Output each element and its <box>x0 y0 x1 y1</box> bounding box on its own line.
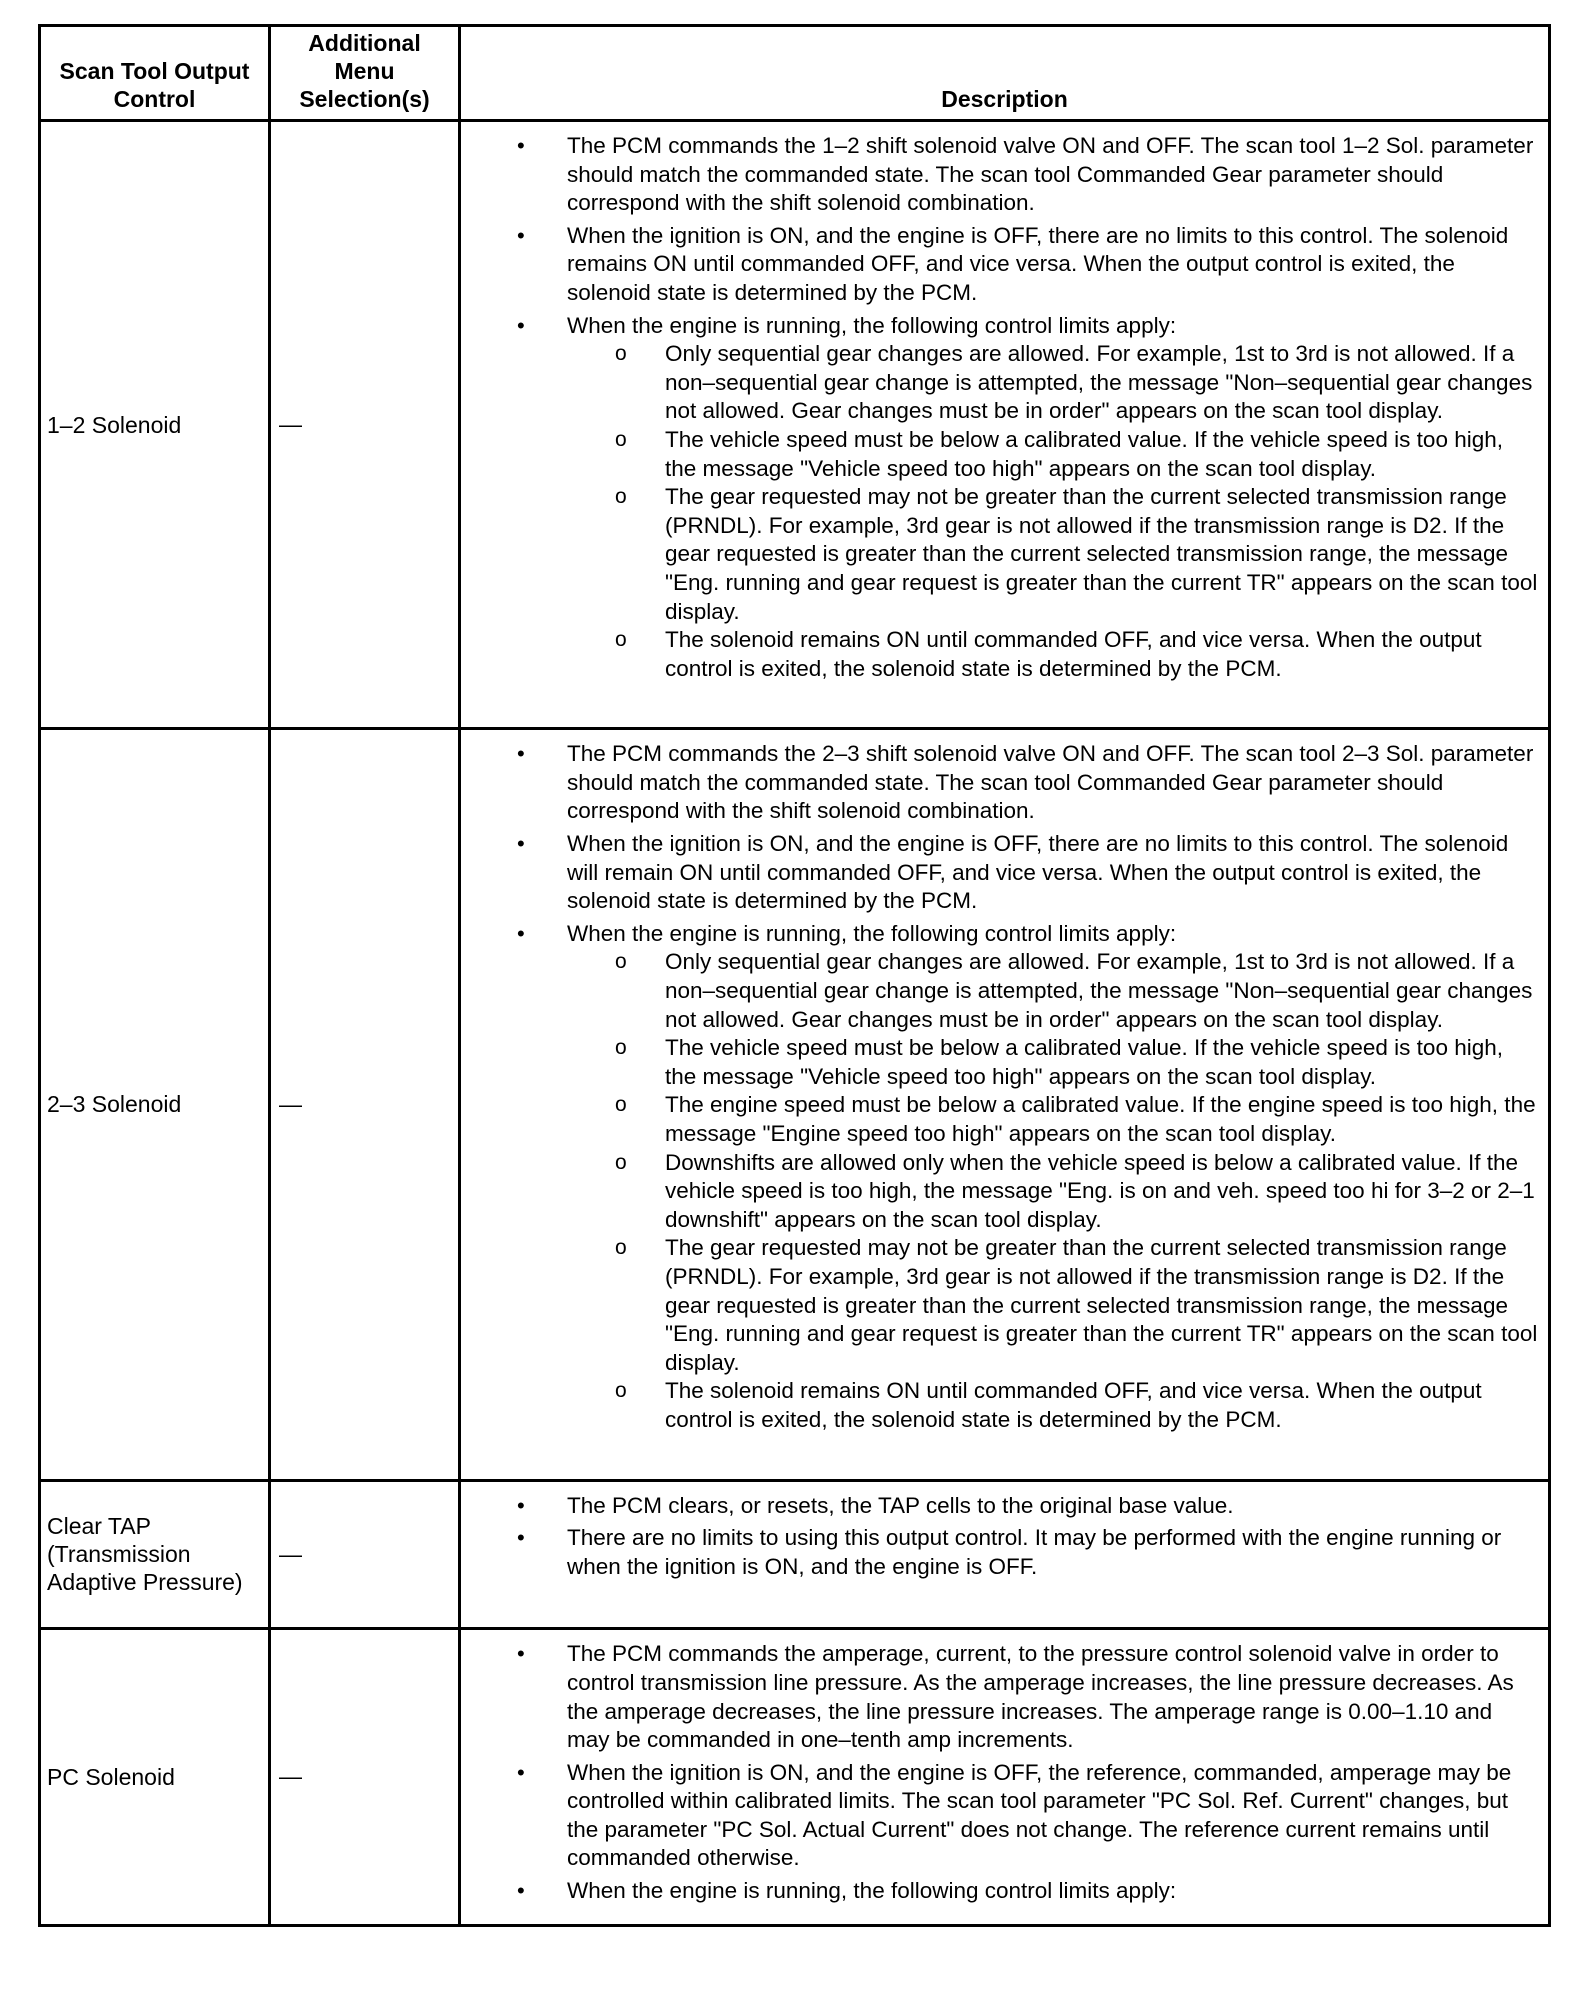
menu-selection: — <box>270 1480 460 1629</box>
list-item-text: When the engine is running, the following control limits apply: <box>567 920 1177 946</box>
list-item <box>469 1640 1540 1754</box>
bullet-icon: • <box>517 1878 525 1904</box>
list-item-text: There are no limits to using this output control. It may be performed with the engine running or when the ignition is ON, and the engine is OFF. <box>567 1525 1502 1579</box>
output-control-name: 2–3 Solenoid <box>40 729 270 1480</box>
sub-list-item <box>567 1149 1540 1235</box>
list-item <box>469 132 1540 218</box>
menu-selection: — <box>270 1629 460 1925</box>
table-header-row <box>40 26 1550 121</box>
sub-list <box>567 340 1540 683</box>
list-item <box>469 1492 1540 1521</box>
bullet-icon: • <box>517 920 525 946</box>
sub-list-item-text: The vehicle speed must be below a calibrated value. If the vehicle speed is too high, the message "Vehicle speed too high" appears on the scan tool display. <box>665 1035 1504 1089</box>
description-cell <box>460 1480 1550 1629</box>
bullet-icon: • <box>517 831 525 857</box>
sub-list-item <box>567 426 1540 483</box>
header-output-control: Scan Tool Output Control <box>40 26 270 121</box>
output-control-name: 1–2 Solenoid <box>40 121 270 729</box>
sub-list-item-text: The vehicle speed must be below a calibrated value. If the vehicle speed is too high, the message "Vehicle speed too high" appears on the scan tool display. <box>665 426 1504 481</box>
list-item <box>469 222 1540 308</box>
bullet-icon: • <box>517 1525 525 1551</box>
bullet-icon: • <box>517 312 525 338</box>
sub-list-item-text: Only sequential gear changes are allowed. For example, 1st to 3rd is not allowed. If a non–sequential gear change is attempted, the message "Non–sequential gear changes not allowed. Gear changes must be in order" appears on the scan tool display. <box>665 949 1533 1032</box>
list-item-text: The PCM commands the 1–2 shift solenoid valve ON and OFF. The scan tool 1–2 Sol. parameter should match the commanded state. The scan tool Commanded Gear parameter should correspond with the shift solenoid combination. <box>567 133 1534 216</box>
list-item-text: When the ignition is ON, and the engine is OFF, there are no limits to this control. The solenoid will remain ON until commanded OFF, and vice versa. When the output control is exited, the solenoid state is determined by the PCM. <box>567 831 1509 914</box>
list-item <box>469 312 1540 684</box>
list-item <box>469 1877 1540 1906</box>
sub-list-item <box>567 1234 1540 1377</box>
table-row <box>40 121 1550 729</box>
circle-bullet-icon: o <box>615 1379 627 1403</box>
list-item <box>469 1524 1540 1581</box>
circle-bullet-icon: o <box>615 1036 627 1060</box>
bullet-icon: • <box>517 1492 525 1518</box>
description-list <box>469 1640 1540 1905</box>
circle-bullet-icon: o <box>615 1236 627 1260</box>
description-cell <box>460 1629 1550 1925</box>
sub-list-item-text: The gear requested may not be greater than the current selected transmission range (PRNDL). For example, 3rd gear is not allowed if the transmission range is D2. If the gear requested is greater than the current selected transmission range, the message "Eng. running and gear request is greater than the current TR" appears on the scan tool display. <box>665 484 1538 624</box>
list-item <box>469 920 1540 1435</box>
sub-list-item <box>567 948 1540 1034</box>
circle-bullet-icon: o <box>615 950 627 974</box>
header-description: Description <box>460 26 1550 121</box>
header-menu-selection: Additional Menu Selection(s) <box>270 26 460 121</box>
list-item-text: The PCM commands the 2–3 shift solenoid valve ON and OFF. The scan tool 2–3 Sol. parameter should match the commanded state. The scan tool Commanded Gear parameter should correspond with the shift solenoid combination. <box>567 741 1534 824</box>
menu-selection: — <box>270 729 460 1480</box>
circle-bullet-icon: o <box>615 1150 627 1174</box>
list-item <box>469 1759 1540 1873</box>
output-control-name: PC Solenoid <box>40 1629 270 1925</box>
description-list <box>469 132 1540 683</box>
bullet-icon: • <box>517 1759 525 1785</box>
sub-list-item-text: The gear requested may not be greater than the current selected transmission range (PRNDL). For example, 3rd gear is not allowed if the transmission range is D2. If the gear requested is greater than the current selected transmission range, the message "Eng. running and gear request is greater than the current TR" appears on the scan tool display. <box>665 1235 1538 1375</box>
table-row <box>40 1480 1550 1629</box>
bullet-icon: • <box>517 741 525 767</box>
circle-bullet-icon: o <box>615 342 627 366</box>
sub-list-item <box>567 483 1540 626</box>
description-cell <box>460 729 1550 1480</box>
circle-bullet-icon: o <box>615 628 627 652</box>
sub-list-item <box>567 626 1540 683</box>
list-item <box>469 830 1540 916</box>
output-control-name: Clear TAP (Transmission Adaptive Pressure) <box>40 1480 270 1629</box>
description-list <box>469 1492 1540 1582</box>
list-item-text: When the engine is running, the following control limits apply: <box>567 1878 1177 1904</box>
list-item <box>469 740 1540 826</box>
bullet-icon: • <box>517 222 525 248</box>
sub-list-item-text: The solenoid remains ON until commanded OFF, and vice versa. When the output control is exited, the solenoid state is determined by the PCM. <box>665 1378 1482 1432</box>
sub-list-item <box>567 1034 1540 1091</box>
bullet-icon: • <box>517 133 525 158</box>
circle-bullet-icon: o <box>615 427 627 451</box>
menu-selection: — <box>270 121 460 729</box>
list-item-text: When the ignition is ON, and the engine is OFF, there are no limits to this control. The solenoid remains ON until commanded OFF, and vice versa. When the output control is exited, the solenoid state is determined by the PCM. <box>567 222 1509 305</box>
list-item-text: When the engine is running, the following control limits apply: <box>567 312 1177 338</box>
sub-list-item <box>567 340 1540 426</box>
sub-list-item-text: The solenoid remains ON until commanded OFF, and vice versa. When the output control is exited, the solenoid state is determined by the PCM. <box>665 627 1482 681</box>
description-cell <box>460 121 1550 729</box>
sub-list-item <box>567 1377 1540 1434</box>
list-item-text: The PCM clears, or resets, the TAP cells to the original base value. <box>567 1492 1234 1518</box>
output-control-table <box>38 24 1551 1927</box>
sub-list-item-text: Only sequential gear changes are allowed. For example, 1st to 3rd is not allowed. If a non–sequential gear change is attempted, the message "Non–sequential gear changes not allowed. Gear changes must be in order" appears on the scan tool display. <box>665 341 1533 424</box>
sub-list-item-text: Downshifts are allowed only when the vehicle speed is below a calibrated value. If the vehicle speed is too high, the message "Eng. is on and veh. speed too hi for 3–2 or 2–1 downshift" appears on the scan tool display. <box>665 1149 1535 1232</box>
list-item-text: The PCM commands the amperage, current, to the pressure control solenoid valve in order to control transmission line pressure. As the amperage increases, the line pressure decreases. As the amperage decreases, the line pressure increases. The amperage range is 0.00–1.10 and may be commanded in one–tenth amp increments. <box>567 1641 1514 1753</box>
circle-bullet-icon: o <box>615 1093 627 1117</box>
sub-list-item-text: The engine speed must be below a calibrated value. If the engine speed is too high, the message "Engine speed too high" appears on the scan tool display. <box>665 1092 1536 1146</box>
bullet-icon: • <box>517 1641 525 1667</box>
list-item-text: When the ignition is ON, and the engine is OFF, the reference, commanded, amperage may be controlled within calibrated limits. The scan tool parameter "PC Sol. Ref. Current" changes, but the parameter "PC Sol. Actual Current" does not change. The reference current remains until commanded otherwise. <box>567 1759 1512 1871</box>
sub-list <box>567 948 1540 1434</box>
table-row <box>40 1629 1550 1925</box>
circle-bullet-icon: o <box>615 485 627 509</box>
sub-list-item <box>567 1091 1540 1148</box>
table-row <box>40 729 1550 1480</box>
description-list <box>469 740 1540 1434</box>
